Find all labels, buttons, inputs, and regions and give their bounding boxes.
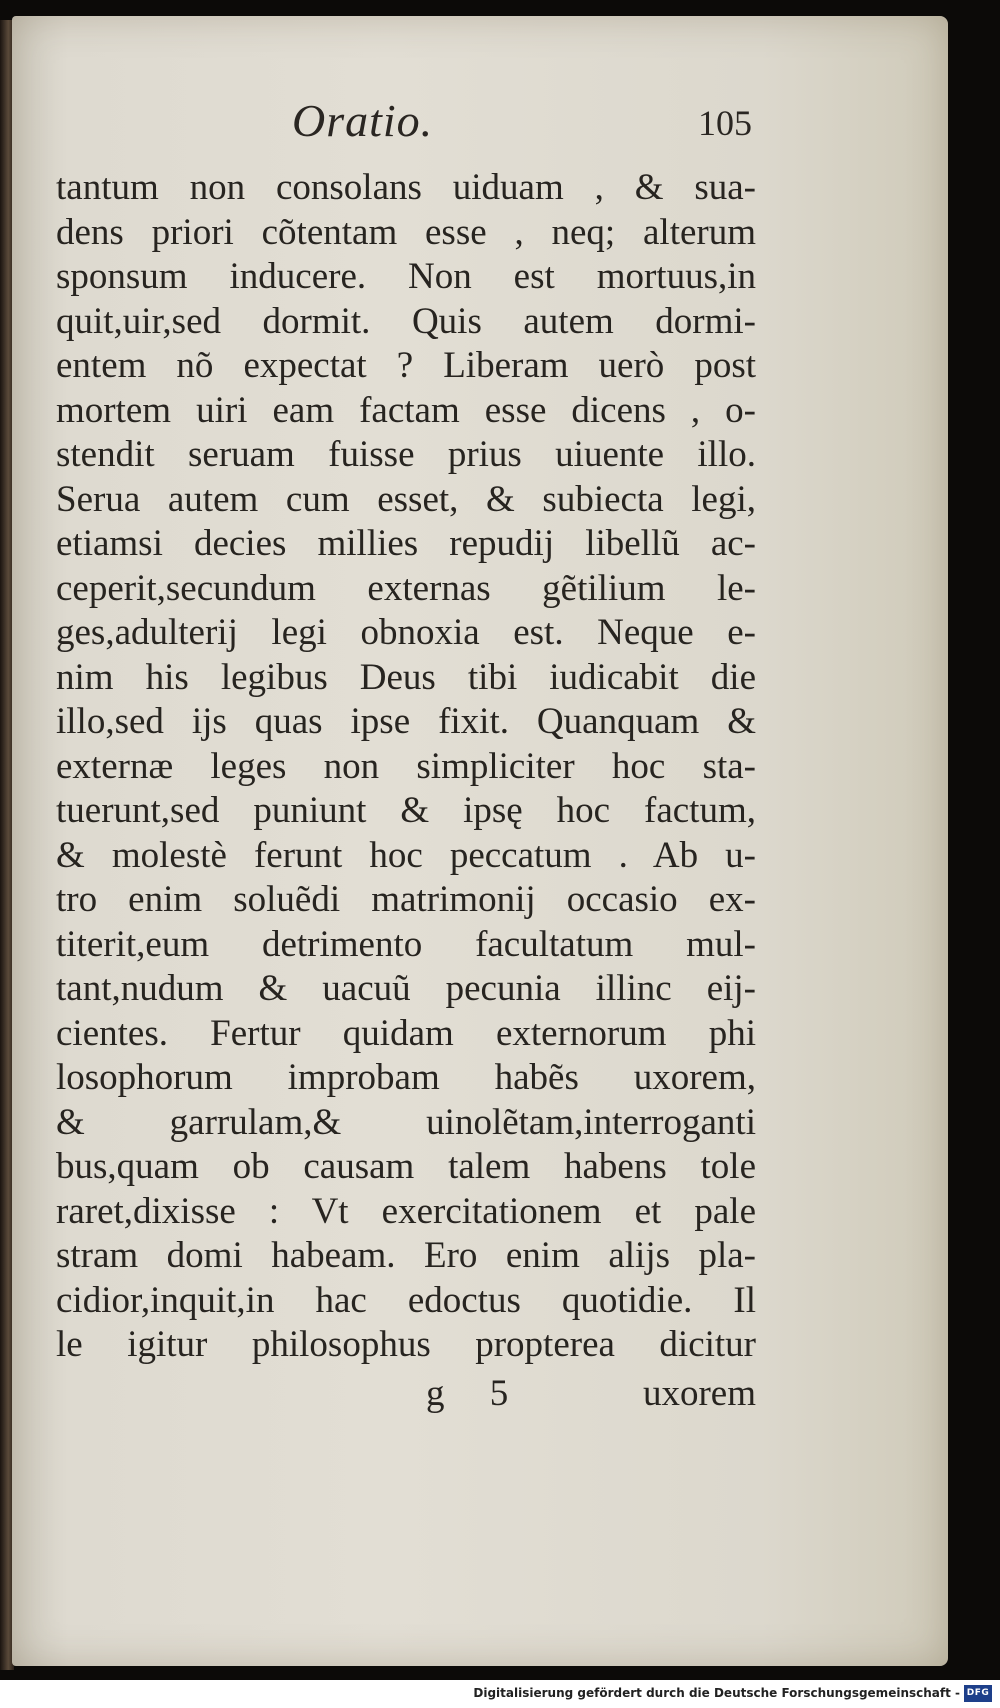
digitization-credit: Digitalisierung gefördert durch die Deutsche Forschungsgemeinschaft - <box>473 1686 960 1700</box>
book-page <box>12 16 948 1666</box>
text-line: & garrulam,& uinolẽtam,interroganti <box>56 1101 756 1143</box>
text-line: quit,uir,sed dormit. Quis autem dormi- <box>56 300 756 342</box>
text-line: ges,adulterij legi obnoxia est. Neque e- <box>56 612 756 653</box>
body-text <box>56 166 756 1368</box>
text-line: losophorum improbam habẽs uxorem, <box>56 1057 756 1098</box>
text-line: ceperit,secundum externas gẽtilium le- <box>56 567 756 609</box>
text-line: cientes. Fertur quidam externorum phi <box>56 1012 756 1054</box>
text-line: stendit seruam fuisse prius uiuente illo. <box>56 434 756 475</box>
text-line: illo,sed ijs quas ipse fixit. Quanquam & <box>56 701 756 742</box>
text-line: & molestè ferunt hoc peccatum . Ab u- <box>56 834 756 876</box>
text-line: tantum non consolans uiduam , & sua- <box>56 167 756 208</box>
text-line: tro enim soluẽdi matrimonij occasio ex- <box>56 879 756 920</box>
text-line: titerit,eum detrimento facultatum mul- <box>56 923 756 965</box>
text-line: cidior,inquit,in hac edoctus quotidie. Il <box>56 1279 756 1321</box>
signature-mark: g 5 <box>426 1373 527 1414</box>
text-line: le igitur philosophus propterea dicitur <box>56 1324 756 1365</box>
page-header <box>72 94 752 164</box>
text-line: stram domi habeam. Ero enim alijs pla- <box>56 1235 756 1276</box>
text-line: Serua autem cum esset, & subiecta legi, <box>56 478 756 520</box>
text-line: mortem uiri eam factam esse dicens , o- <box>56 389 756 431</box>
running-title: Oratio. <box>292 95 434 146</box>
text-line: nim his legibus Deus tibi iudicabit die <box>56 656 756 698</box>
text-line: entem nõ expectat ? Liberam uerò post <box>56 345 756 386</box>
text-line: bus,quam ob causam talem habens tole <box>56 1146 756 1187</box>
page-footer <box>56 1372 756 1422</box>
page-number: 105 <box>698 103 752 143</box>
text-line: etiamsi decies millies repudij libellũ ac- <box>56 523 756 564</box>
text-line: sponsum inducere. Non est mortuus,in <box>56 256 756 297</box>
dfg-logo-icon: DFG <box>964 1685 992 1702</box>
text-line: tuerunt,sed puniunt & ipsę hoc factum, <box>56 790 756 831</box>
text-line: tant,nudum & uacuũ pecunia illinc eij- <box>56 968 756 1009</box>
text-line: externæ leges non simpliciter hoc sta- <box>56 745 756 787</box>
text-line: raret,dixisse : Vt exercitationem et pale <box>56 1190 756 1232</box>
catchword: uxorem <box>642 1373 756 1414</box>
credit-bar <box>0 1680 1000 1708</box>
text-line: dens priori cõtentam esse , neq; alterum <box>56 211 756 253</box>
